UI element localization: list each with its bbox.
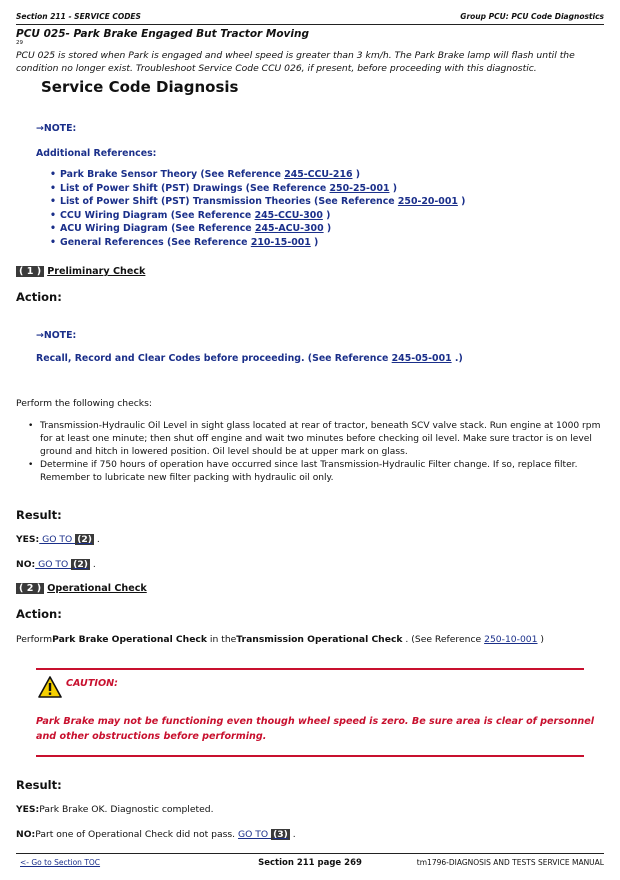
caution-top-rule [36,668,584,670]
footer-page-label: Section 211 page 269 [258,858,362,868]
reference-link[interactable]: 210-15-001 [250,236,311,248]
action-heading: Action: [16,290,62,304]
reference-link[interactable]: 245-ACU-300 [254,223,324,235]
intro-paragraph: PCU 025 is stored when Park is engaged and wheel speed is greater than 3 km/h. The Park Brake lamp will flash until the condition no longer exist. Troubleshoot Service Code CCU 026, if present, before proceeding with this diagnostic. [16,50,575,74]
list-item: • ACU Wiring Diagram (See Reference 245-ACU-300 ) [50,222,465,236]
header-group: Group PCU: PCU Code Diagnostics [460,12,604,21]
reference-link[interactable]: 250-10-001 [484,634,538,645]
list-item: • Park Brake Sensor Theory (See Reference 245-CCU-216 ) [50,168,465,182]
step-label[interactable]: Preliminary Check [47,266,146,277]
list-item: • General References (See Reference 210-15-001 ) [50,236,465,250]
note-label: →NOTE: [36,123,77,134]
page-title: PCU 025- Park Brake Engaged But Tractor Moving [16,28,309,40]
additional-references-heading: Additional References: [36,148,157,159]
perform-text: Perform the following checks: [16,398,152,409]
result-no-line: NO:Part one of Operational Check did not pass. GO TO (3) . [16,829,296,840]
list-item: • Determine if 750 hours of operation have occurred since last Transmission-Hydraulic Filter change. If so, replace filter. Remember to lubricate new filter packing with hydraulic oil only. [28,459,604,485]
goto-link[interactable]: GO TO (2) [35,559,88,570]
step-2-heading [16,583,147,594]
result-heading: Result: [16,778,62,792]
header-rule [16,24,604,25]
action-text: PerformPark Brake Operational Check in theTransmission Operational Check . (See Reference 250-10-001 ) [16,634,545,645]
step-number-badge: ( 1 ) [16,266,44,277]
note-text: Recall, Record and Clear Codes before proceeding. (See Reference 245-05-001 .) [36,353,463,364]
reference-link[interactable]: 245-CCU-300 [254,209,323,221]
list-item: • List of Power Shift (PST) Drawings (See Reference 250-25-001 ) [50,182,465,196]
result-no-line: NO: GO TO (2) . [16,559,96,570]
step-number-badge: ( 2 ) [16,583,44,594]
service-code-heading: Service Code Diagnosis [41,78,239,96]
result-heading: Result: [16,508,62,522]
checks-list [28,420,604,485]
list-item: • Transmission-Hydraulic Oil Level in sight glass located at rear of tractor, beneath SCV valve stack. Run engine at 1000 rpm for at least one minute; then shut off engine and wait two minutes before checking oil level. Make sure tractor is on level ground and hitch in lowered position. Oil level should be at upper mark on glass. [28,420,604,459]
reference-link[interactable]: 245-CCU-216 [284,169,353,180]
reference-link[interactable]: 250-20-001 [397,196,458,208]
result-yes-line: YES: GO TO (2) . [16,534,100,545]
caution-bottom-rule [36,755,584,757]
page-number: 29 [16,40,23,46]
list-item: • CCU Wiring Diagram (See Reference 245-CCU-300 ) [50,209,465,223]
caution-text: Park Brake may not be functioning even though wheel speed is zero. Be sure area is clear of personnel and other obstructions before performing. [36,716,595,742]
caution-label: CAUTION: [66,678,118,689]
reference-link[interactable]: 245-05-001 [391,353,452,364]
warning-icon [38,676,62,698]
action-heading: Action: [16,607,62,621]
note-label: →NOTE: [36,330,77,341]
goto-link[interactable]: GO TO (2) [39,534,92,545]
goto-link[interactable]: GO TO (3) [238,829,288,840]
step-1-heading [16,266,145,277]
section-toc-link[interactable]: <- Go to Section TOC [20,858,101,867]
footer-rule [16,853,604,854]
reference-list [50,168,465,250]
list-item: • List of Power Shift (PST) Transmission Theories (See Reference 250-20-001 ) [50,195,465,209]
result-yes-line: YES:Park Brake OK. Diagnostic completed. [16,804,214,815]
step-label[interactable]: Operational Check [47,583,147,594]
header-section: Section 211 - SERVICE CODES [16,12,141,21]
footer-manual-title: tm1796-DIAGNOSIS AND TESTS SERVICE MANUAL [416,858,604,867]
reference-link[interactable]: 250-25-001 [329,182,390,194]
